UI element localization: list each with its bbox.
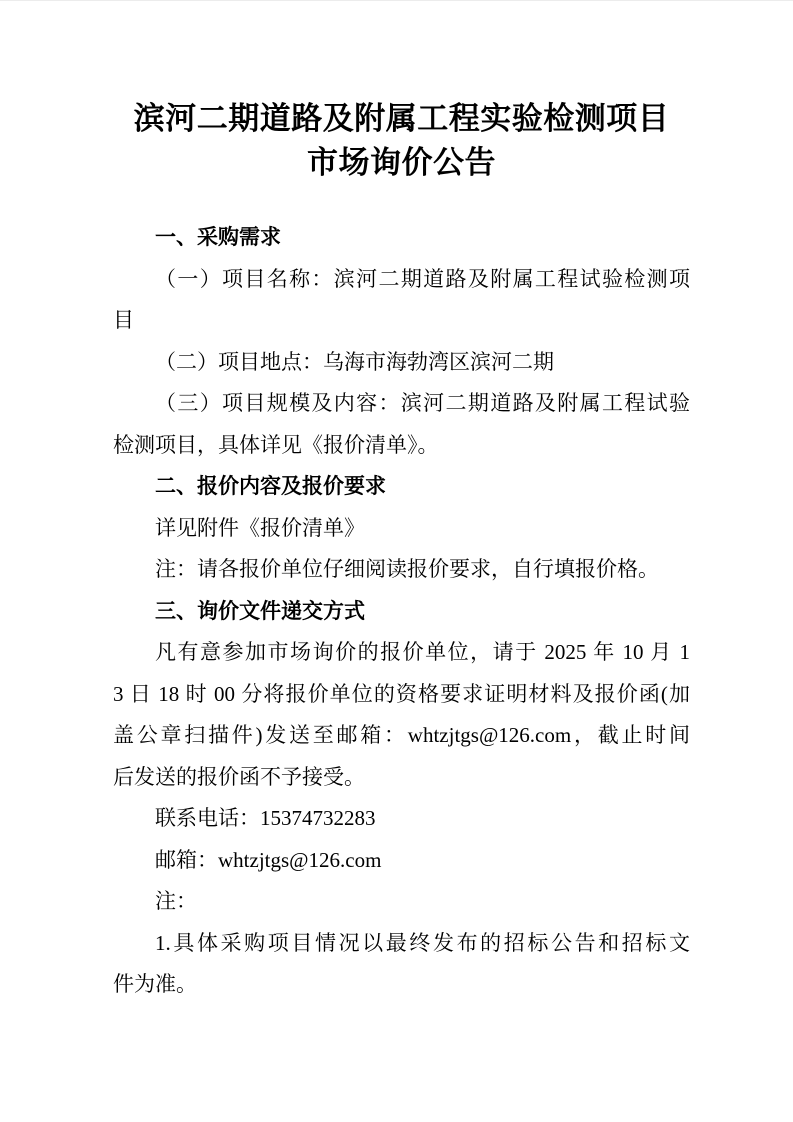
paragraph	[113, 632, 690, 798]
text-line: 凡有意参加市场询价的报价单位，请于 2025 年 10 月 1	[155, 640, 690, 664]
paragraph	[113, 383, 690, 466]
text-line: 注：	[155, 889, 197, 913]
text-line: （三）项目规模及内容：滨河二期道路及附属工程试验	[155, 391, 690, 415]
paragraph	[113, 508, 690, 550]
paragraph	[113, 342, 690, 384]
paragraph	[113, 798, 690, 840]
text-line: 联系电话：15374732283	[155, 806, 376, 830]
paragraph	[113, 549, 690, 591]
text-line: 件为准。	[113, 972, 197, 996]
paragraph	[113, 923, 690, 1006]
text-line: 注：请各报价单位仔细阅读报价要求，自行填报价格。	[155, 557, 659, 581]
text-line: 1.具体采购项目情况以最终发布的招标公告和招标文	[155, 930, 690, 955]
heading-text: 二、报价内容及报价要求	[155, 475, 386, 498]
heading-text: 一、采购需求	[155, 226, 281, 249]
heading-text: 三、询价文件递交方式	[155, 599, 365, 623]
section-heading	[113, 466, 690, 508]
text-line: 盖公章扫描件)发送至邮箱：whtzjtgs@126.com，截止时间	[113, 723, 690, 747]
document-title-line-2: 市场询价公告	[307, 145, 496, 180]
document-title-line-1: 滨河二期道路及附属工程实验检测项目	[133, 101, 670, 136]
document-body	[113, 217, 690, 1006]
paragraph	[113, 881, 690, 923]
document-title	[113, 97, 690, 185]
text-line: 邮箱：whtzjtgs@126.com	[155, 847, 382, 872]
paragraph	[113, 259, 690, 342]
text-line: 目	[113, 308, 134, 332]
section-heading	[113, 591, 690, 633]
text-line: （二）项目地点：乌海市海勃湾区滨河二期	[155, 349, 554, 374]
text-line: 详见附件《报价清单》	[155, 515, 365, 540]
text-line: 后发送的报价函不予接受。	[113, 764, 365, 789]
text-line: 检测项目，具体详见《报价清单》。	[113, 432, 439, 457]
text-line: 3 日 18 时 00 分将报价单位的资格要求证明材料及报价函(加	[113, 681, 690, 706]
paragraph	[113, 840, 690, 882]
text-line: （一）项目名称：滨河二期道路及附属工程试验检测项	[155, 266, 690, 291]
section-heading	[113, 217, 690, 259]
